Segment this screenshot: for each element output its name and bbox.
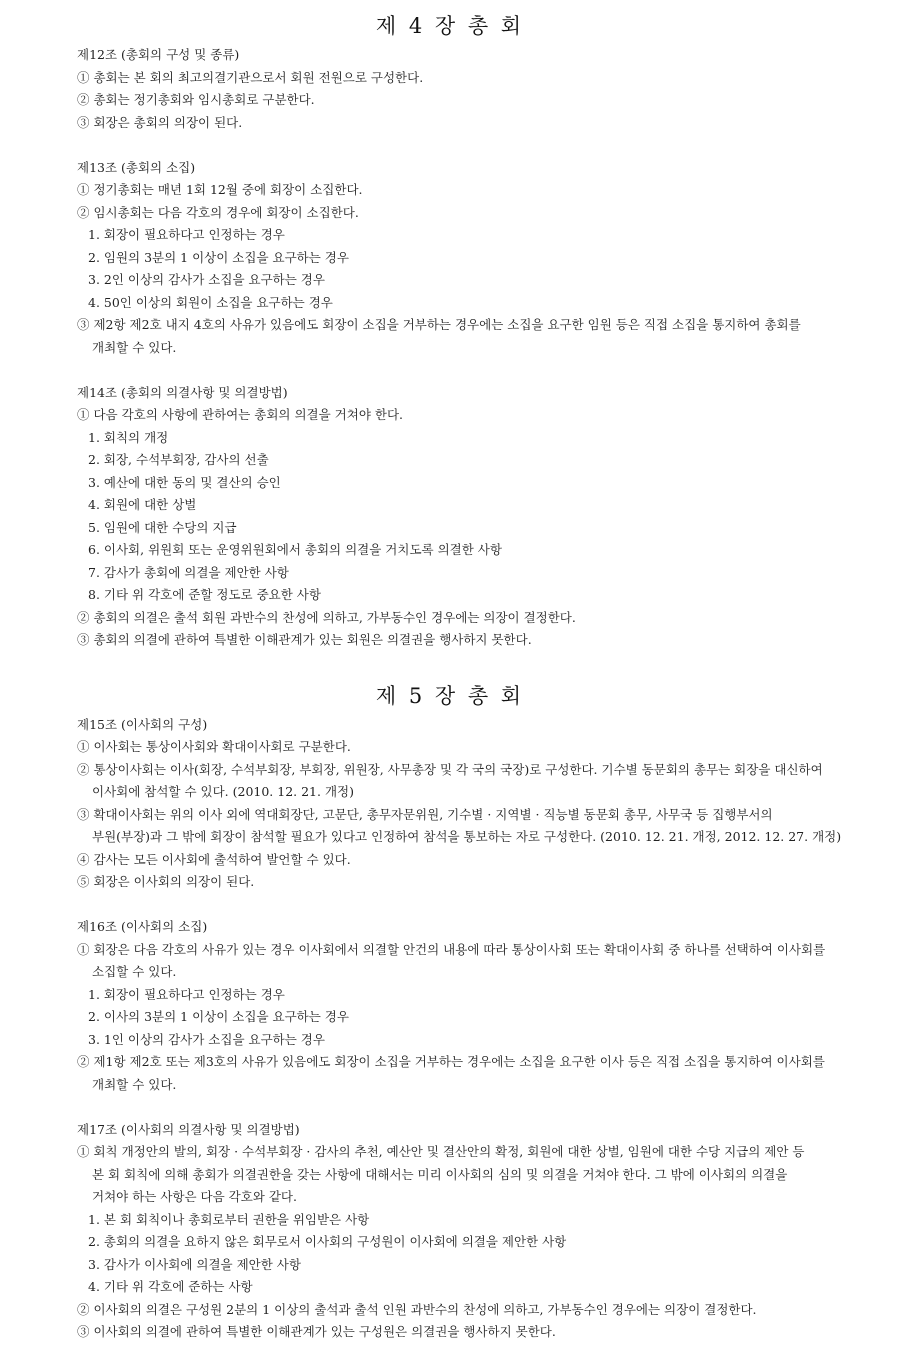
chapter-4 [0,0,900,652]
list-item: 1. 회장이 필요하다고 인정하는 경우 [88,986,285,1002]
list-item: 1. 회장이 필요하다고 인정하는 경우 [88,227,285,242]
list-item: 8. 기타 위 각호에 준할 정도로 중요한 사항 [88,587,321,602]
list-item: 3. 2인 이상의 감사가 소집을 요구하는 경우 [88,272,325,287]
list-item: 4. 기타 위 각호에 준하는 사항 [88,1279,253,1294]
article-15 [0,714,900,894]
paragraph: ① 회장은 다음 각호의 사유가 있는 경우 이사회에서 의결할 안건의 내용에 따라 통상이사회 또는 확대이사회 중 하나를 선택하여 이사회를 [77,941,826,957]
paragraph: ④ 감사는 모든 이사회에 출석하여 발언할 수 있다. [77,851,351,867]
article-heading: 제13조 (총회의 소집) [77,159,196,175]
paragraph-continuation: 거쳐야 하는 사항은 다음 각호와 같다. [92,1189,297,1204]
paragraph: ② 총회는 정기총회와 임시총회로 구분한다. [77,92,315,107]
paragraph: ③ 총회의 의결에 관하여 특별한 이해관계가 있는 회원은 의결권을 행사하지 못한다. [77,632,532,647]
article-heading: 제14조 (총회의 의결사항 및 의결방법) [77,384,288,400]
list-item: 3. 1인 이상의 감사가 소집을 요구하는 경우 [88,1031,325,1047]
paragraph: ① 다음 각호의 사항에 관하여는 총회의 의결을 거쳐야 한다. [77,407,403,422]
article-17 [0,1119,900,1344]
list-item: 4. 50인 이상의 회원이 소집을 요구하는 경우 [88,294,333,310]
paragraph-continuation: 본 회 회칙에 의해 총회가 의결권한을 갖는 사항에 대해서는 미리 이사회의 심의 및 의결을 거쳐야 한다. 그 밖에 이사회의 의결을 [92,1166,788,1182]
paragraph: ② 제1항 제2호 또는 제3호의 사유가 있음에도 회장이 소집을 거부하는 경우에는 소집을 요구한 이사 등은 직접 소집을 통지하여 이사회를 [77,1054,825,1069]
paragraph-continuation: 개최할 수 있다. [92,339,177,355]
list-item: 2. 이사의 3분의 1 이상이 소집을 요구하는 경우 [88,1009,349,1024]
list-item: 2. 총회의 의결을 요하지 않은 회무로서 이사회의 구성원이 이사회에 의결을 제안한 사항 [88,1234,567,1249]
article-heading: 제16조 (이사회의 소집) [77,919,208,934]
list-item: 7. 감사가 총회에 의결을 제안한 사항 [88,564,289,580]
paragraph: ② 통상이사회는 이사(회장, 수석부회장, 부회장, 위원장, 사무총장 및 각 국의 국장)로 구성한다. 기수별 동문회의 총무는 회장을 대신하여 [77,761,823,777]
list-item: 2. 회장, 수석부회장, 감사의 선출 [88,452,269,467]
paragraph: ③ 이사회의 의결에 관하여 특별한 이해관계가 있는 구성원은 의결권을 행사하지 못한다. [77,1324,556,1339]
list-item: 3. 감사가 이사회에 의결을 제안한 사항 [88,1256,301,1272]
list-item: 1. 본 회 회칙이나 총회로부터 권한을 위임받은 사항 [88,1211,370,1227]
article-13 [0,157,900,360]
paragraph-continuation: 소집할 수 있다. [92,964,177,979]
paragraph-continuation: 개최할 수 있다. [92,1076,177,1092]
article-heading: 제12조 (총회의 구성 및 종류) [77,47,240,62]
chapter-title: 제 5 장 총 회 [375,683,525,708]
spacer [0,359,900,382]
paragraph: ① 정기총회는 매년 1회 12월 중에 회장이 소집한다. [77,182,363,197]
paragraph: ① 총회는 본 회의 최고의결기관으로서 회원 전원으로 구성한다. [77,69,424,85]
article-16 [0,916,900,1096]
list-item: 2. 임원의 3분의 1 이상이 소집을 요구하는 경우 [88,249,349,265]
paragraph: ② 이사회의 의결은 구성원 2분의 1 이상의 출석과 출석 인원 과반수의 찬성에 의하고, 가부동수인 경우에는 의장이 결정한다. [77,1301,757,1317]
paragraph: ⑤ 회장은 이사회의 의장이 된다. [77,874,255,889]
list-item: 1. 회칙의 개정 [88,429,169,445]
chapter-5 [0,652,900,1344]
paragraph: ② 총회의 의결은 출석 회원 과반수의 찬성에 의하고, 가부동수인 경우에는 의장이 결정한다. [77,609,576,625]
paragraph: ① 이사회는 통상이사회와 확대이사회로 구분한다. [77,739,351,754]
paragraph: ① 회칙 개정안의 발의, 회장 · 수석부회장 · 감사의 추천, 예산안 및 결산안의 확정, 회원에 대한 상벌, 임원에 대한 수당 지급의 제안 등 [77,1144,805,1159]
paragraph-continuation: 이사회에 참석할 수 있다. (2010. 12. 21. 개정) [92,784,354,799]
list-item: 4. 회원에 대한 상벌 [88,497,197,512]
article-12 [0,44,900,134]
paragraph: ③ 제2항 제2호 내지 4호의 사유가 있음에도 회장이 소집을 거부하는 경우에는 소집을 요구한 임원 등은 직접 소집을 통지하여 총회를 [77,317,801,332]
paragraph: ③ 확대이사회는 위의 이사 외에 역대회장단, 고문단, 총무자문위원, 기수별 · 지역별 · 직능별 동문회 총무, 사무국 등 집행부서의 [77,806,773,822]
article-heading: 제17조 (이사회의 의결사항 및 의결방법) [77,1121,300,1137]
paragraph: ② 임시총회는 다음 각호의 경우에 회장이 소집한다. [77,204,359,220]
paragraph-continuation: 부원(부장)과 그 밖에 회장이 참석할 필요가 있다고 인정하여 참석을 통보하는 자로 구성한다. (2010. 12. 21. 개정, 2012. 12. 27. 개정) [92,829,842,844]
list-item: 5. 임원에 대한 수당의 지급 [88,519,237,535]
list-item: 3. 예산에 대한 동의 및 결산의 승인 [88,474,281,490]
article-heading: 제15조 (이사회의 구성) [77,716,208,732]
article-14 [0,382,900,652]
list-item: 6. 이사회, 위원회 또는 운영위원회에서 총회의 의결을 거치도록 의결한 사항 [88,542,502,557]
spacer [0,894,900,917]
paragraph: ③ 회장은 총회의 의장이 된다. [77,114,243,130]
spacer [0,1096,900,1119]
spacer [0,134,900,157]
chapter-title: 제 4 장 총 회 [375,14,525,38]
